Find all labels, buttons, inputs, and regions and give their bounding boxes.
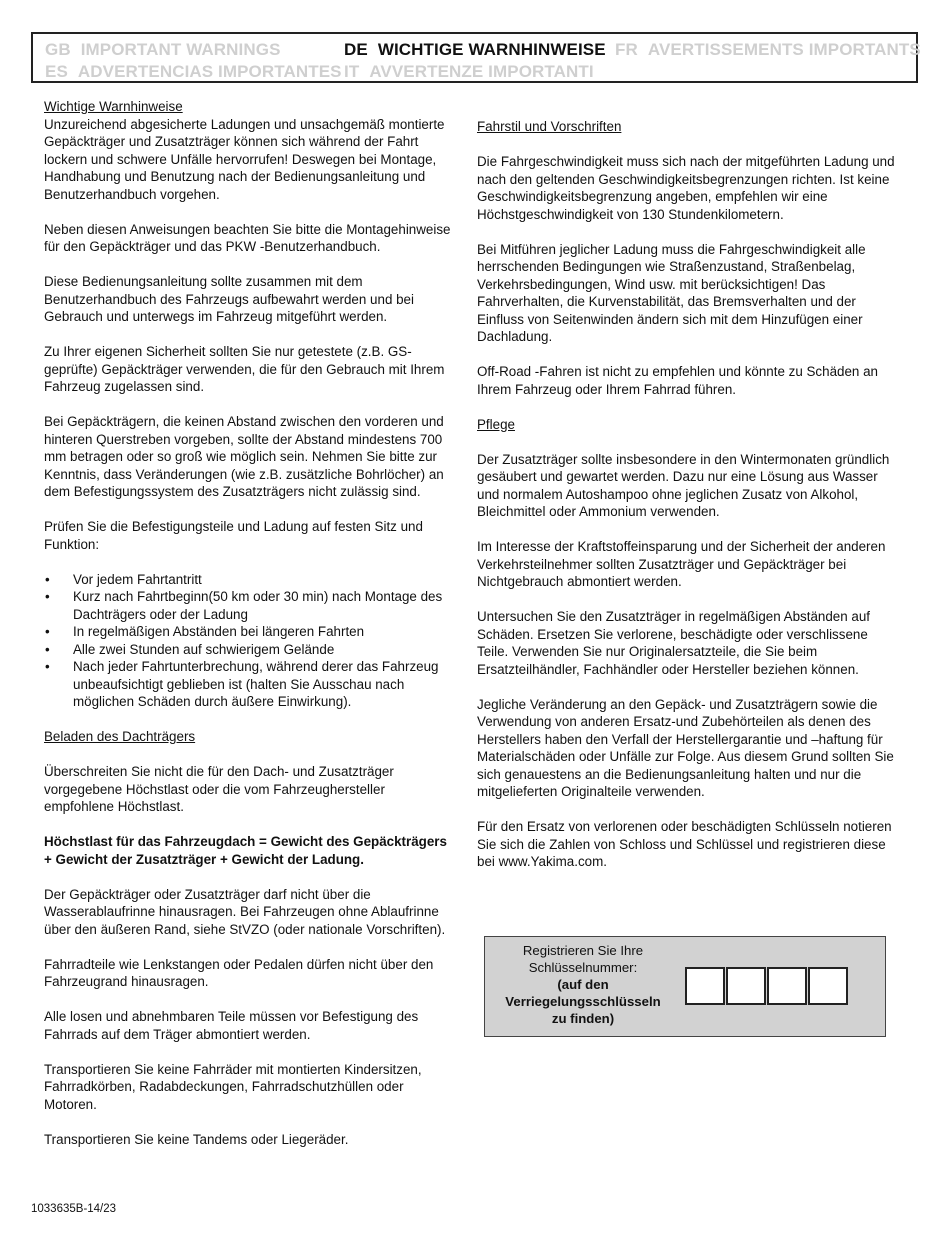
registration-line: Registrieren Sie Ihre xyxy=(522,943,644,958)
header-label-fr: AVERTISSEMENTS IMPORTANTS xyxy=(647,40,921,59)
paragraph: Alle losen und abnehmbaren Teile müssen vor Befestigung des Fahrrads auf dem Träger abmontiert werden. xyxy=(44,1009,419,1042)
list-item xyxy=(44,623,454,641)
paragraph: Bei Mitführen jeglicher Ladung muss die Fahrgeschwindigkeit alle herrschenden Bedingungen wie Straßenzustand, Straßenbelag, Verkehrsbedingungen, Wind usw. mit berücksichtigen! Das Fahrverhalten, die Kurvenstabilität, das Bremsverhalten und der Einfluss von Seitenwinden ändern sich mit dem Hinzufügen einer Dachladung. xyxy=(477,241,866,344)
paragraph: Transportieren Sie keine Fahrräder mit montierten Kindersitzen, Fahrradkörben, Radabdeckungen, Fahrradschutzhüllen oder Motoren. xyxy=(44,1061,422,1112)
paragraph: Der Zusatzträger sollte insbesondere in den Wintermonaten gründlich gesäubert und gewartet werden. Dazu nur eine Lösung aus Wasser und normalem Autoshampoo ohne jeglichen Zusatz von Alkohol, Bleichmittel oder Ammonium verwenden. xyxy=(477,451,890,519)
registration-line: (auf den xyxy=(557,977,609,992)
registration-instructions xyxy=(491,942,675,1027)
bullet-icon: • xyxy=(45,624,50,639)
header-code-gb: GB xyxy=(45,40,71,59)
paragraph: Die Fahrgeschwindigkeit muss sich nach der mitgeführten Ladung und nach den geltenden Geschwindigkeitsbegrenzungen richten. Ist keine Geschwindigkeitsbegrenzung angeben, empfehlen wir eine Höchstgeschwindigkeit von 130 Stundenkilometern. xyxy=(477,154,895,222)
key-registration-box xyxy=(484,936,886,1037)
heading-care: Pflege xyxy=(477,416,515,432)
list-item-text: Alle zwei Stunden auf schwierigem Gelände xyxy=(73,641,335,657)
list-item-text: Kurz nach Fahrtbeginn(50 km oder 30 min) nach Montage des Dachträgers oder der Ladung xyxy=(73,589,443,622)
list-item xyxy=(44,658,454,711)
key-number-cell[interactable] xyxy=(726,967,766,1005)
list-item xyxy=(44,571,454,589)
paragraph: Bei Gepäckträgern, die keinen Abstand zwischen den vorderen und hinteren Querstreben vorgeben, sollte der Abstand mindestens 700 mm betragen oder so groß wie möglich sein. Nehmen Sie bitte zur Kenntnis, dass Veränderungen (wie z.B. zusätzliche Bohrlöcher) an dem Befestigungssystem des Zusatzträgers nicht zulässig sind. xyxy=(44,414,444,499)
bullet-icon: • xyxy=(45,659,50,674)
heading-warnings: Wichtige Warnhinweise xyxy=(44,99,183,114)
paragraph: Zu Ihrer eigenen Sicherheit sollten Sie nur getestete (z.B. GS-geprüfte) Gepäckträger verwenden, die für den Gebrauch mit Ihrem Fahrzeug zugelassen sind. xyxy=(44,344,445,394)
list-item-text: Vor jedem Fahrtantritt xyxy=(73,571,202,587)
heading-loading: Beladen des Dachträgers xyxy=(44,729,196,744)
header-code-fr: FR xyxy=(615,40,638,59)
header-code-de: DE xyxy=(344,40,368,59)
header-item-gb xyxy=(45,40,281,60)
list-item-text: Nach jeder Fahrtunterbrechung, während derer das Fahrzeug unbeaufsichtigt geblieben ist (halten Sie Ausschau nach möglichen Schäden durch äußere Einwirkung). xyxy=(73,659,439,709)
max-load-formula: Höchstlast für das Fahrzeugdach = Gewicht des Gepäckträgers + Gewicht der Zusatzträger + Gewicht der Ladung. xyxy=(44,834,447,867)
registration-line: Verriegelungsschlüsseln xyxy=(505,994,661,1009)
right-column xyxy=(477,118,897,871)
header-label-es: ADVERTENCIAS IMPORTANTES xyxy=(77,62,342,81)
key-number-cells xyxy=(685,967,849,1005)
paragraph: Überschreiten Sie nicht die für den Dach- und Zusatzträger vorgegebene Höchstlast oder die vom Fahrzeughersteller empfohlene Höchstlast. xyxy=(44,764,394,814)
paragraph: Unzureichend abgesicherte Ladungen und unsachgemäß montierte Gepäckträger und Zusatzträger können sich während der Fahrt lockern und schwere Unfälle hervorrufen! Deswegen bei Montage, Handhabung und Benutzung nach der Bedienungsanleitung und Benutzerhandbuch vorgehen. xyxy=(44,116,445,202)
list-item xyxy=(44,641,454,659)
document-number: 1033635B-14/23 xyxy=(31,1203,117,1215)
registration-line: Schlüsselnummer: xyxy=(528,960,638,975)
header-label-de: WICHTIGE WARNHINWEISE xyxy=(377,40,606,59)
paragraph: Neben diesen Anweisungen beachten Sie bitte die Montagehinweise für den Gepäckträger und das PKW -Benutzerhandbuch. xyxy=(44,221,451,254)
heading-driving: Fahrstil und Vorschriften xyxy=(477,119,622,134)
left-column xyxy=(44,98,454,1148)
key-number-cell[interactable] xyxy=(685,967,725,1005)
paragraph: Im Interesse der Kraftstoffeinsparung und der Sicherheit der anderen Verkehrsteilnehmer sollten Zusatzträger und Gepäckträger bei Nichtgebrauch abmontiert werden. xyxy=(477,539,886,589)
paragraph: Für den Ersatz von verlorenen oder beschädigten Schlüsseln notieren Sie sich die Zahlen von Schloss und Schlüssel und registrieren diese bei www.Yakima.com. xyxy=(477,819,892,869)
header-item-fr xyxy=(615,40,921,60)
paragraph: Prüfen Sie die Befestigungsteile und Ladung auf festen Sitz und Funktion: xyxy=(44,519,423,552)
bullet-icon: • xyxy=(45,641,50,657)
header-code-it: IT xyxy=(344,62,360,81)
paragraph: Fahrradteile wie Lenkstangen oder Pedalen dürfen nicht über den Fahrzeugrand hinausragen. xyxy=(44,956,434,989)
language-header xyxy=(31,32,921,83)
paragraph: Untersuchen Sie den Zusatzträger in regelmäßigen Abständen auf Schäden. Ersetzen Sie verlorene, beschädigte oder verschlissene Teile. Verwenden Sie nur Originalersatzteile, die Sie beim Ersatzteilhändler, Fachhändler oder Hersteller beziehen können. xyxy=(477,609,871,677)
key-number-cell[interactable] xyxy=(808,967,848,1005)
registration-line: zu finden) xyxy=(551,1011,615,1026)
header-label-gb: IMPORTANT WARNINGS xyxy=(80,40,281,59)
list-item-text: In regelmäßigen Abständen bei längeren Fahrten xyxy=(73,624,365,639)
paragraph: Transportieren Sie keine Tandems oder Liegeräder. xyxy=(44,1131,349,1147)
check-list xyxy=(44,571,454,711)
header-code-es: ES xyxy=(45,62,68,81)
bullet-icon: • xyxy=(45,571,50,587)
paragraph: Jegliche Veränderung an den Gepäck- und Zusatzträgern sowie die Verwendung von anderen Ersatz-und Zubehörteilen als denen des Herstellers haben den Verfall der Herstellergarantie und –haftung für Materialschäden oder Unfälle zur Folge. Aus diesem Grund sollten Sie sich genauestens an die Bedienungsanleitung halten und nur die mitgelieferten Originalteile verwenden. xyxy=(477,696,894,799)
bullet-icon: • xyxy=(45,589,50,604)
header-item-es xyxy=(45,62,342,82)
paragraph: Der Gepäckträger oder Zusatzträger darf nicht über die Wasserablaufrinne hinausragen. Bei Fahrzeugen ohne Ablaufrinne über den äußeren Rand, siehe StVZO (oder nationale Vorschriften). xyxy=(44,886,446,937)
list-item xyxy=(44,588,454,623)
header-item-de xyxy=(344,40,606,60)
header-item-it xyxy=(344,62,594,82)
paragraph: Off-Road -Fahren ist nicht zu empfehlen und könnte zu Schäden an Ihrem Fahrzeug oder Ihrem Fahrrad führen. xyxy=(477,364,878,397)
paragraph: Diese Bedienungsanleitung sollte zusammen mit dem Benutzerhandbuch des Fahrzeugs aufbewahrt werden und bei Gebrauch und unterwegs im Fahrzeug mitgeführt werden. xyxy=(44,274,414,324)
header-label-it: AVVERTENZE IMPORTANTI xyxy=(369,62,594,81)
key-number-cell[interactable] xyxy=(767,967,807,1005)
